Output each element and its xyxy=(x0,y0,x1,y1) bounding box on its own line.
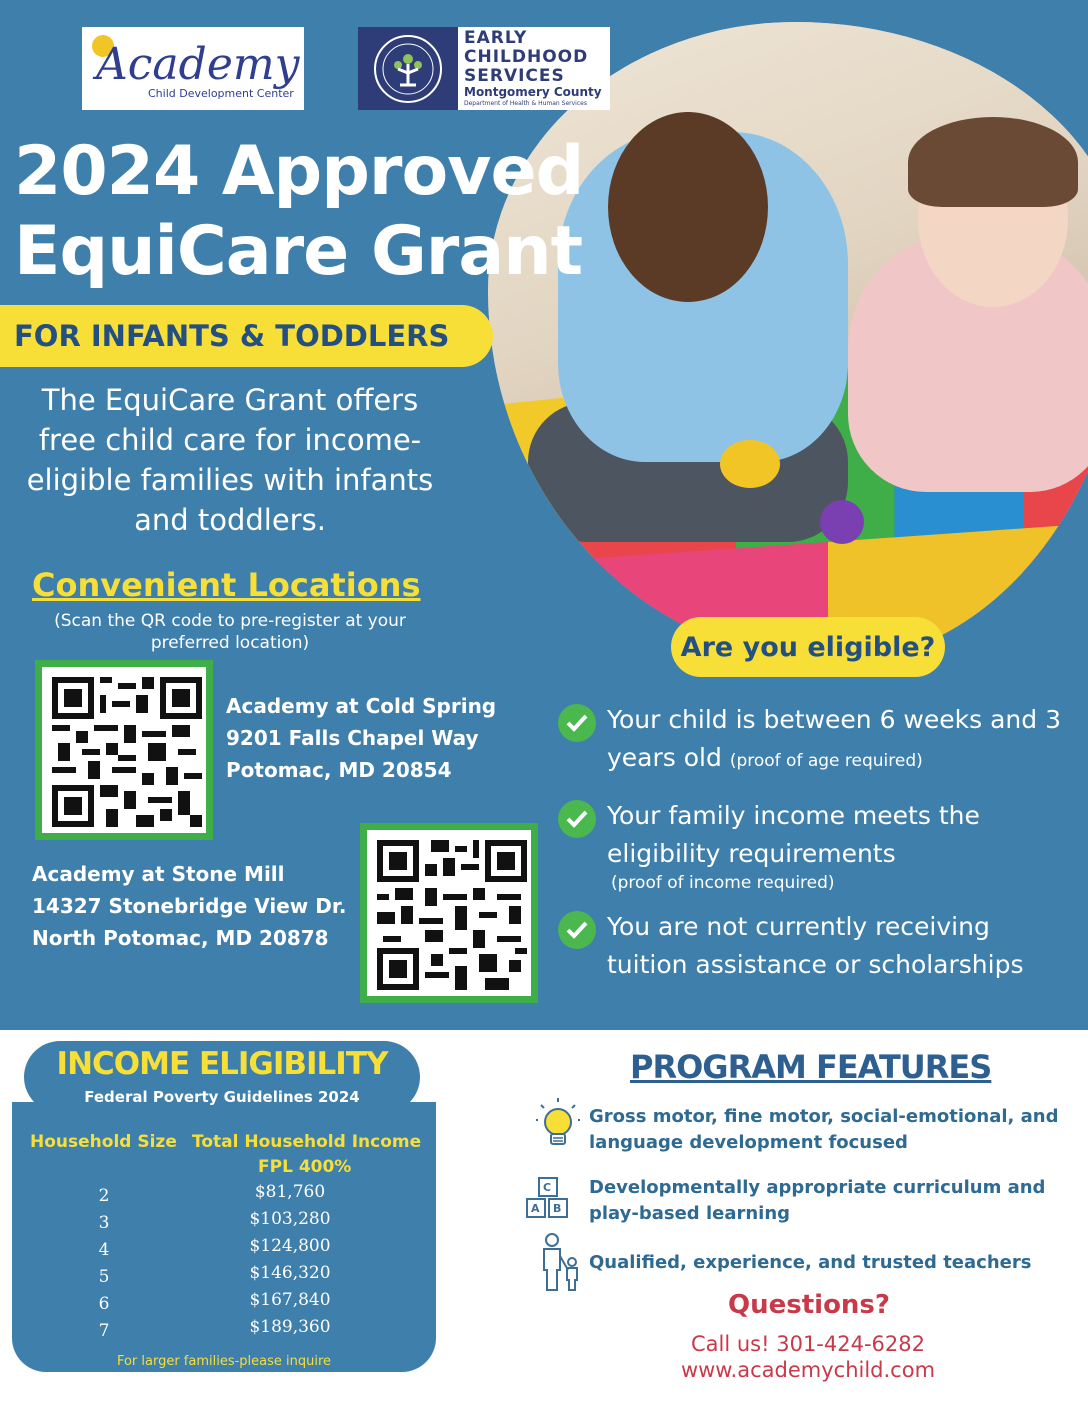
locations-heading: Convenient Locations xyxy=(32,566,421,604)
table-row xyxy=(30,1317,410,1344)
household-income: $146,320 xyxy=(249,1263,331,1283)
page-title xyxy=(14,132,654,292)
table-row xyxy=(30,1182,410,1209)
household-income: $81,760 xyxy=(254,1182,326,1202)
location-city: North Potomac, MD 20878 xyxy=(32,926,329,950)
table-row xyxy=(30,1236,410,1263)
table-row xyxy=(30,1263,410,1290)
audience-banner: FOR INFANTS & TODDLERS xyxy=(0,305,493,367)
locations-subheading: (Scan the QR code to pre-register at your preferred location) xyxy=(54,611,406,653)
svg-text:C: C xyxy=(543,1181,552,1194)
criterion-text: Your family income meets the eligibility requirements xyxy=(607,801,980,868)
ecs-logo-department: Department of Health & Human Services xyxy=(464,100,587,107)
feature-teachers: Qualified, experience, and trusted teachers xyxy=(589,1252,1032,1273)
location-name: Academy at Cold Spring xyxy=(226,694,497,718)
household-size: 4 xyxy=(98,1240,110,1260)
table-row xyxy=(30,1209,410,1236)
checkmark-icon xyxy=(558,911,596,949)
address-cold-spring xyxy=(226,690,496,786)
ecs-logo-county: Montgomery County xyxy=(464,85,602,99)
title-line-1: 2024 Approved xyxy=(14,132,584,211)
feature-development: Gross motor, fine motor, social-emotional, and language development focused xyxy=(589,1106,1059,1153)
lightbulb-icon xyxy=(536,1098,580,1156)
ecs-logo xyxy=(358,27,610,110)
ecs-logo-title: EARLY CHILDHOOD SERVICES xyxy=(464,28,589,86)
ecs-seal-icon xyxy=(358,27,458,110)
criterion-note: (proof of age required) xyxy=(729,751,923,771)
criterion-age xyxy=(607,701,1067,780)
feature-curriculum: Developmentally appropriate curriculum and play-based learning xyxy=(589,1177,1046,1224)
criterion-text: You are not currently receiving tuition assistance or scholarships xyxy=(607,912,1024,979)
abc-blocks-icon xyxy=(523,1175,581,1227)
household-income: $103,280 xyxy=(249,1209,331,1229)
household-size: 3 xyxy=(98,1213,110,1233)
household-income: $167,840 xyxy=(249,1290,331,1310)
criterion-assistance xyxy=(607,908,1067,984)
income-column-size: Household Size xyxy=(30,1132,177,1152)
eligibility-question: Are you eligible? xyxy=(671,617,945,677)
criterion-income xyxy=(607,797,1067,893)
contact-website[interactable]: www.academychild.com xyxy=(680,1358,936,1382)
income-footnote: For larger families-please inquire xyxy=(116,1354,332,1369)
teacher-child-icon xyxy=(538,1232,582,1298)
children-photo xyxy=(488,22,1088,662)
title-line-2: EquiCare Grant xyxy=(14,212,583,291)
qr-code-cold-spring[interactable] xyxy=(35,660,213,840)
qr-code-icon xyxy=(377,840,527,990)
household-size: 6 xyxy=(98,1294,110,1314)
table-row xyxy=(30,1290,410,1317)
contact-phone[interactable]: Call us! 301-424-6282 xyxy=(691,1332,925,1356)
academy-logo-subtitle: Child Development Center xyxy=(148,87,294,100)
household-size: 5 xyxy=(98,1267,110,1287)
qr-code-icon xyxy=(52,677,202,827)
location-street: 14327 Stonebridge View Dr. xyxy=(32,894,347,918)
academy-logo xyxy=(82,27,304,110)
household-income: $124,800 xyxy=(249,1236,331,1256)
checkmark-icon xyxy=(558,800,596,838)
location-street: 9201 Falls Chapel Way xyxy=(226,726,479,750)
income-table xyxy=(30,1182,410,1344)
questions-heading: Questions? xyxy=(728,1290,890,1320)
location-name: Academy at Stone Mill xyxy=(32,862,285,886)
household-size: 2 xyxy=(98,1186,110,1206)
intro-text: The EquiCare Grant offers free child care for income-eligible families with infants and toddlers. xyxy=(26,383,434,537)
criterion-text: Your child is between 6 weeks and 3 years old xyxy=(607,705,1061,772)
income-title: INCOME ELIGIBILITY xyxy=(56,1046,388,1082)
checkmark-icon xyxy=(558,704,596,742)
household-income: $189,360 xyxy=(249,1317,331,1337)
income-column-income: Total Household Income xyxy=(192,1132,422,1152)
features-heading: PROGRAM FEATURES xyxy=(630,1048,992,1086)
criterion-note: (proof of income required) xyxy=(611,873,835,893)
svg-text:B: B xyxy=(553,1202,562,1215)
income-subtitle: Federal Poverty Guidelines 2024 xyxy=(84,1088,360,1106)
qr-code-stone-mill[interactable] xyxy=(360,823,538,1003)
income-column-fpl: FPL 400% xyxy=(258,1157,352,1177)
household-size: 7 xyxy=(98,1321,110,1341)
location-city: Potomac, MD 20854 xyxy=(226,758,452,782)
svg-text:A: A xyxy=(531,1202,540,1215)
address-stone-mill xyxy=(32,858,346,954)
academy-logo-wordmark: Academy xyxy=(96,39,300,90)
